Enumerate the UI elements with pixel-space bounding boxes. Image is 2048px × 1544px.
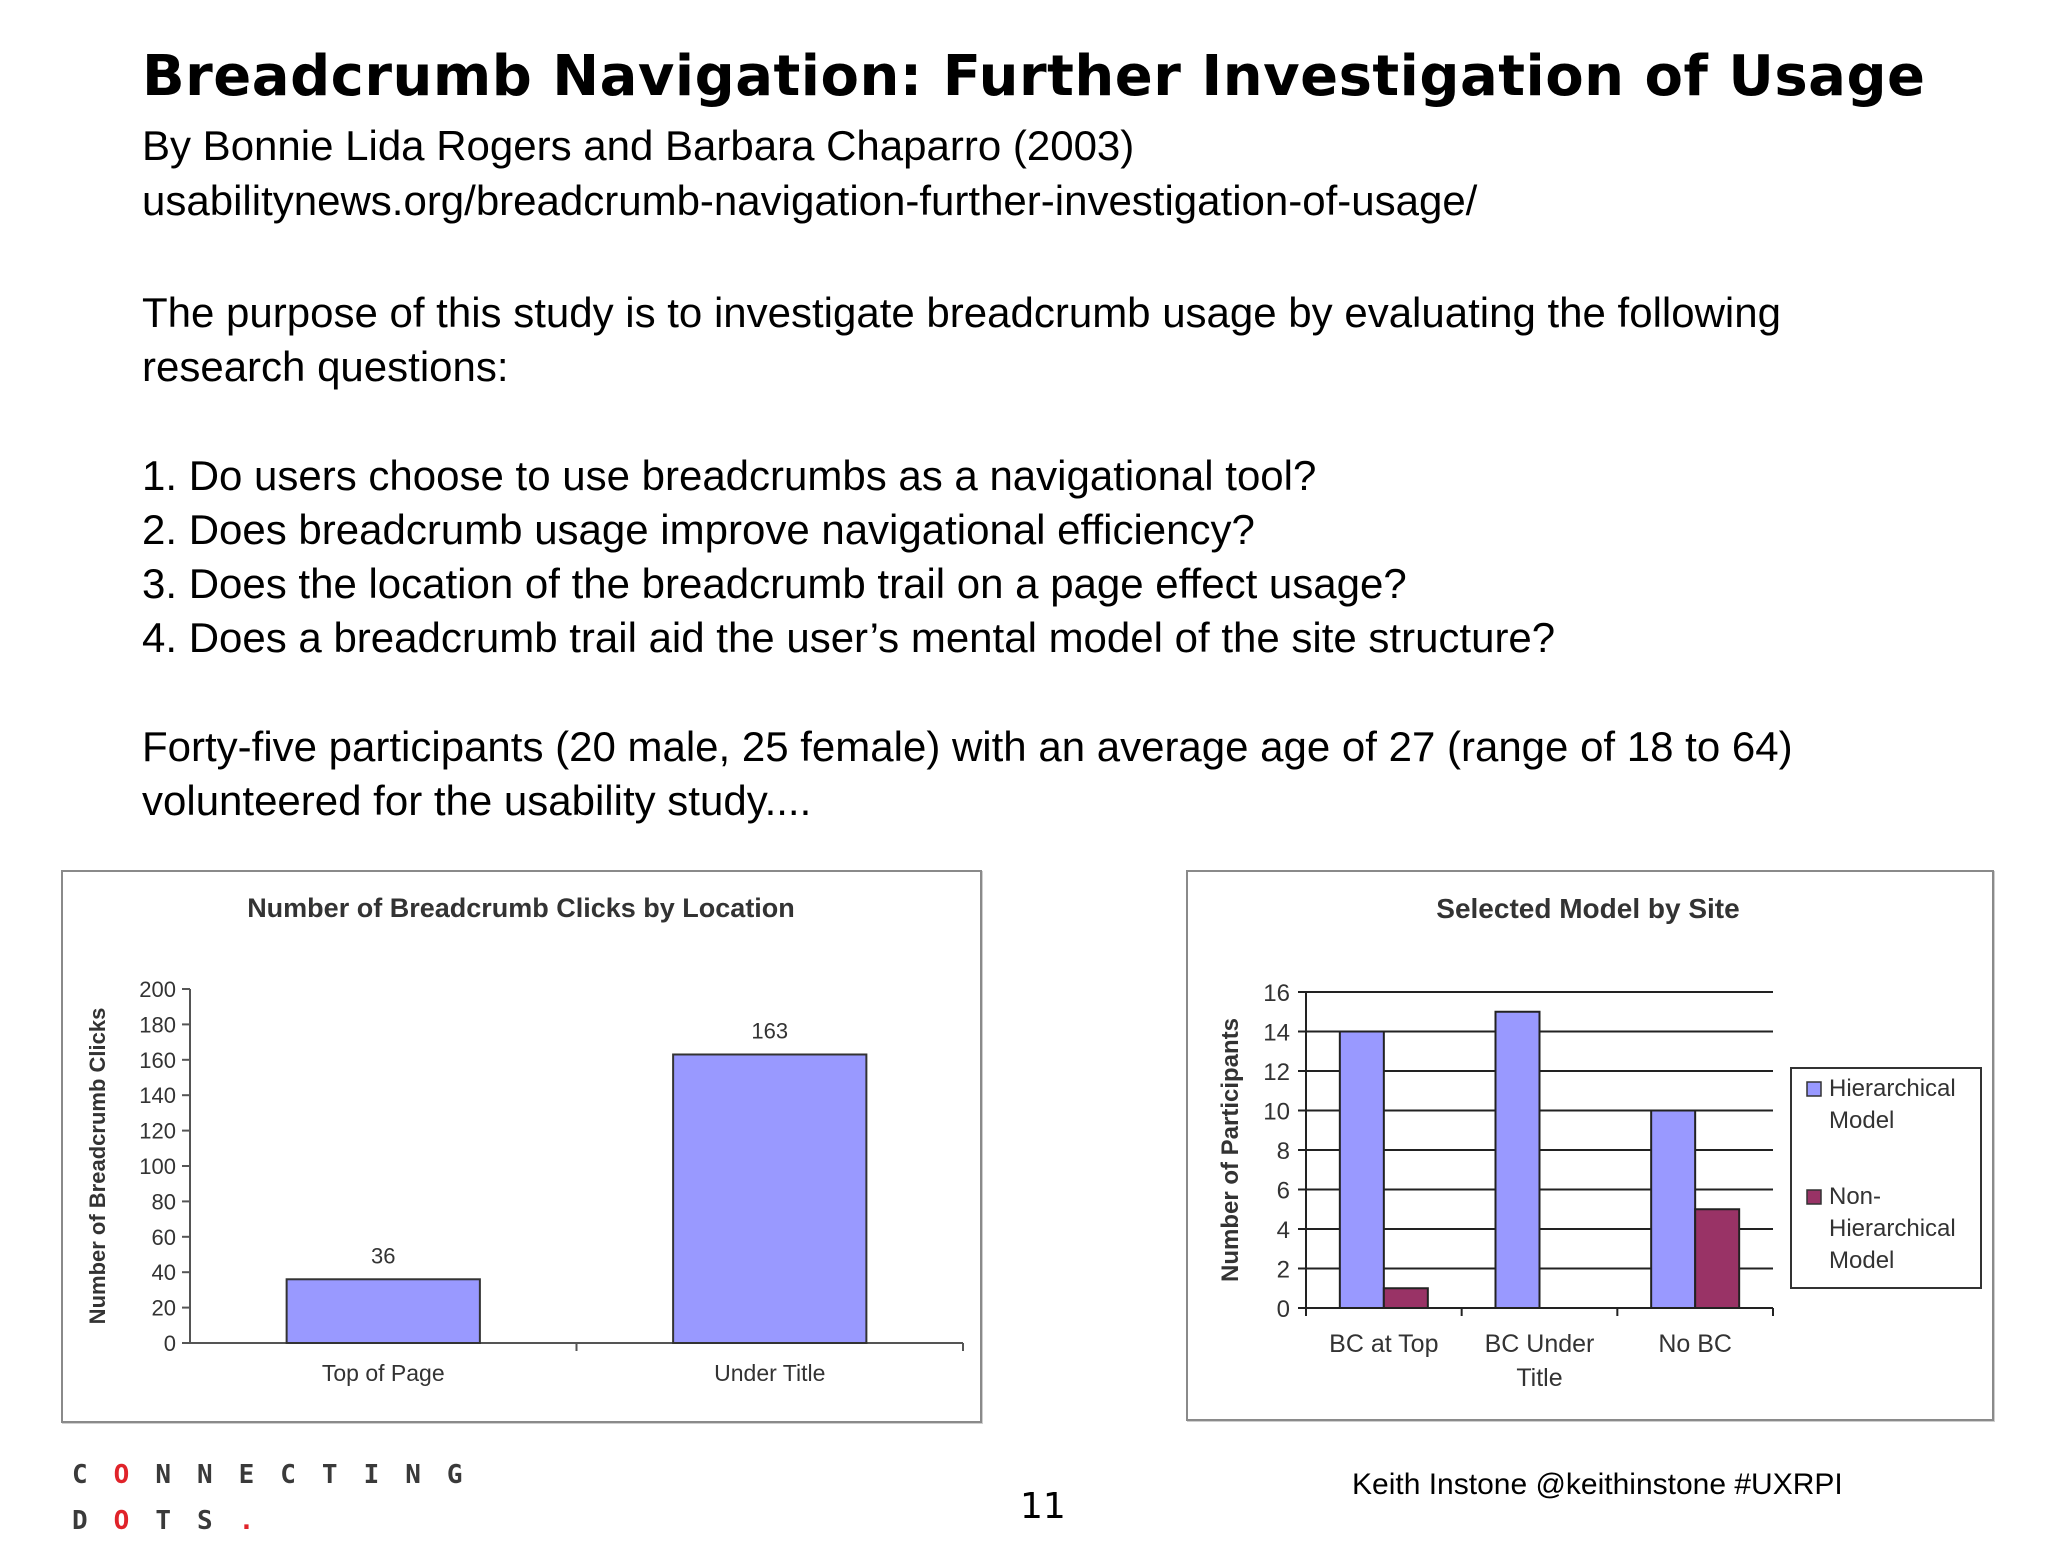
purpose-paragraph: The purpose of this study is to investigate breadcrumb usage by evaluating the following research questions:: [142, 289, 1781, 390]
bar: [287, 1279, 480, 1343]
y-tick-label: 140: [139, 1083, 176, 1109]
breadcrumb-clicks-chart-svg: [63, 872, 980, 1421]
connecting-dots-logo: [72, 1452, 489, 1544]
legend-label: Non-: [1829, 1183, 1882, 1210]
y-tick-label: 0: [163, 1331, 176, 1356]
legend-swatch: [1807, 1082, 1821, 1096]
logo-red-letter: O: [113, 1506, 156, 1536]
logo-letter: D: [72, 1506, 114, 1536]
y-tick-label: 8: [1276, 1138, 1290, 1165]
chart-title: Number of Breadcrumb Clicks by Location: [247, 893, 795, 923]
byline: By Bonnie Lida Rogers and Barbara Chaparro (2003): [142, 122, 1135, 169]
research-question: 1. Do users choose to use breadcrumbs as a navigational tool?: [142, 452, 1317, 499]
source-url: usabilitynews.org/breadcrumb-navigation-further-investigation-of-usage/: [142, 177, 1478, 224]
selected-model-chart: [1186, 870, 1994, 1421]
y-tick-label: 160: [139, 1047, 176, 1073]
selected-model-chart-svg: [1188, 872, 1992, 1419]
y-tick-label: 60: [151, 1224, 176, 1250]
logo-letter: C: [72, 1460, 114, 1490]
x-tick-label: Under Title: [714, 1360, 826, 1386]
bar-value-label: 36: [371, 1243, 396, 1269]
y-tick-label: 200: [139, 977, 176, 1002]
chart-title: Selected Model by Site: [1436, 893, 1740, 924]
x-tick-label: BC Under: [1484, 1330, 1595, 1358]
footer-credit: Keith Instone @keithinstone #UXRPI: [1352, 1468, 1843, 1501]
research-question: 3. Does the location of the breadcrumb trail on a page effect usage?: [142, 560, 1407, 607]
logo-line-2: [72, 1498, 489, 1544]
legend-swatch: [1807, 1190, 1821, 1204]
y-tick-label: 180: [139, 1012, 176, 1038]
x-tick-label: No BC: [1658, 1330, 1732, 1358]
y-tick-label: 4: [1276, 1217, 1290, 1244]
research-questions: [142, 449, 1922, 665]
y-tick-label: 0: [1276, 1296, 1290, 1323]
y-axis-label: Number of Participants: [1217, 1017, 1244, 1283]
x-tick-label: Title: [1516, 1364, 1563, 1392]
y-tick-label: 16: [1263, 980, 1290, 1007]
y-tick-label: 12: [1263, 1059, 1290, 1086]
y-tick-label: 20: [151, 1295, 176, 1321]
legend-label: Hierarchical: [1829, 1215, 1956, 1242]
participants-paragraph: Forty-five participants (20 male, 25 female) with an average age of 27 (range of 18 to 64) volunteered for the usability study....: [142, 723, 1793, 824]
logo-letters: NNECTING: [155, 1460, 489, 1490]
bar: [673, 1054, 866, 1343]
bar: [1384, 1288, 1428, 1308]
research-question: 4. Does a breadcrumb trail aid the user’s mental model of the site structure?: [142, 614, 1556, 661]
research-question: 2. Does breadcrumb usage improve navigational efficiency?: [142, 506, 1255, 553]
bar: [1695, 1209, 1739, 1308]
page-number: 11: [1020, 1486, 1066, 1527]
y-tick-label: 2: [1276, 1256, 1290, 1284]
legend-label: Hierarchical: [1829, 1075, 1956, 1102]
legend-label: Model: [1829, 1247, 1895, 1274]
bar: [1340, 1032, 1384, 1309]
y-tick-label: 6: [1276, 1177, 1290, 1205]
y-tick-label: 14: [1263, 1019, 1290, 1047]
y-tick-label: 10: [1263, 1098, 1290, 1126]
x-tick-label: Top of Page: [321, 1360, 445, 1386]
slide-title: Breadcrumb Navigation: Further Investigation of Usage: [142, 44, 1926, 109]
y-tick-label: 100: [139, 1154, 176, 1179]
y-tick-label: 40: [151, 1260, 176, 1286]
bar: [1651, 1111, 1695, 1309]
bar: [1496, 1012, 1540, 1308]
logo-red-dot: .: [238, 1506, 281, 1536]
logo-line-1: [72, 1452, 489, 1498]
bar-value-label: 163: [751, 1018, 789, 1044]
logo-letters: TS: [155, 1506, 239, 1536]
x-tick-label: BC at Top: [1329, 1330, 1439, 1358]
y-tick-label: 80: [151, 1189, 176, 1215]
y-axis-label: Number of Breadcrumb Clicks: [85, 1007, 110, 1325]
y-tick-label: 120: [139, 1118, 176, 1144]
logo-red-letter: O: [113, 1460, 156, 1490]
legend-label: Model: [1829, 1107, 1895, 1134]
breadcrumb-clicks-chart: [61, 870, 982, 1423]
